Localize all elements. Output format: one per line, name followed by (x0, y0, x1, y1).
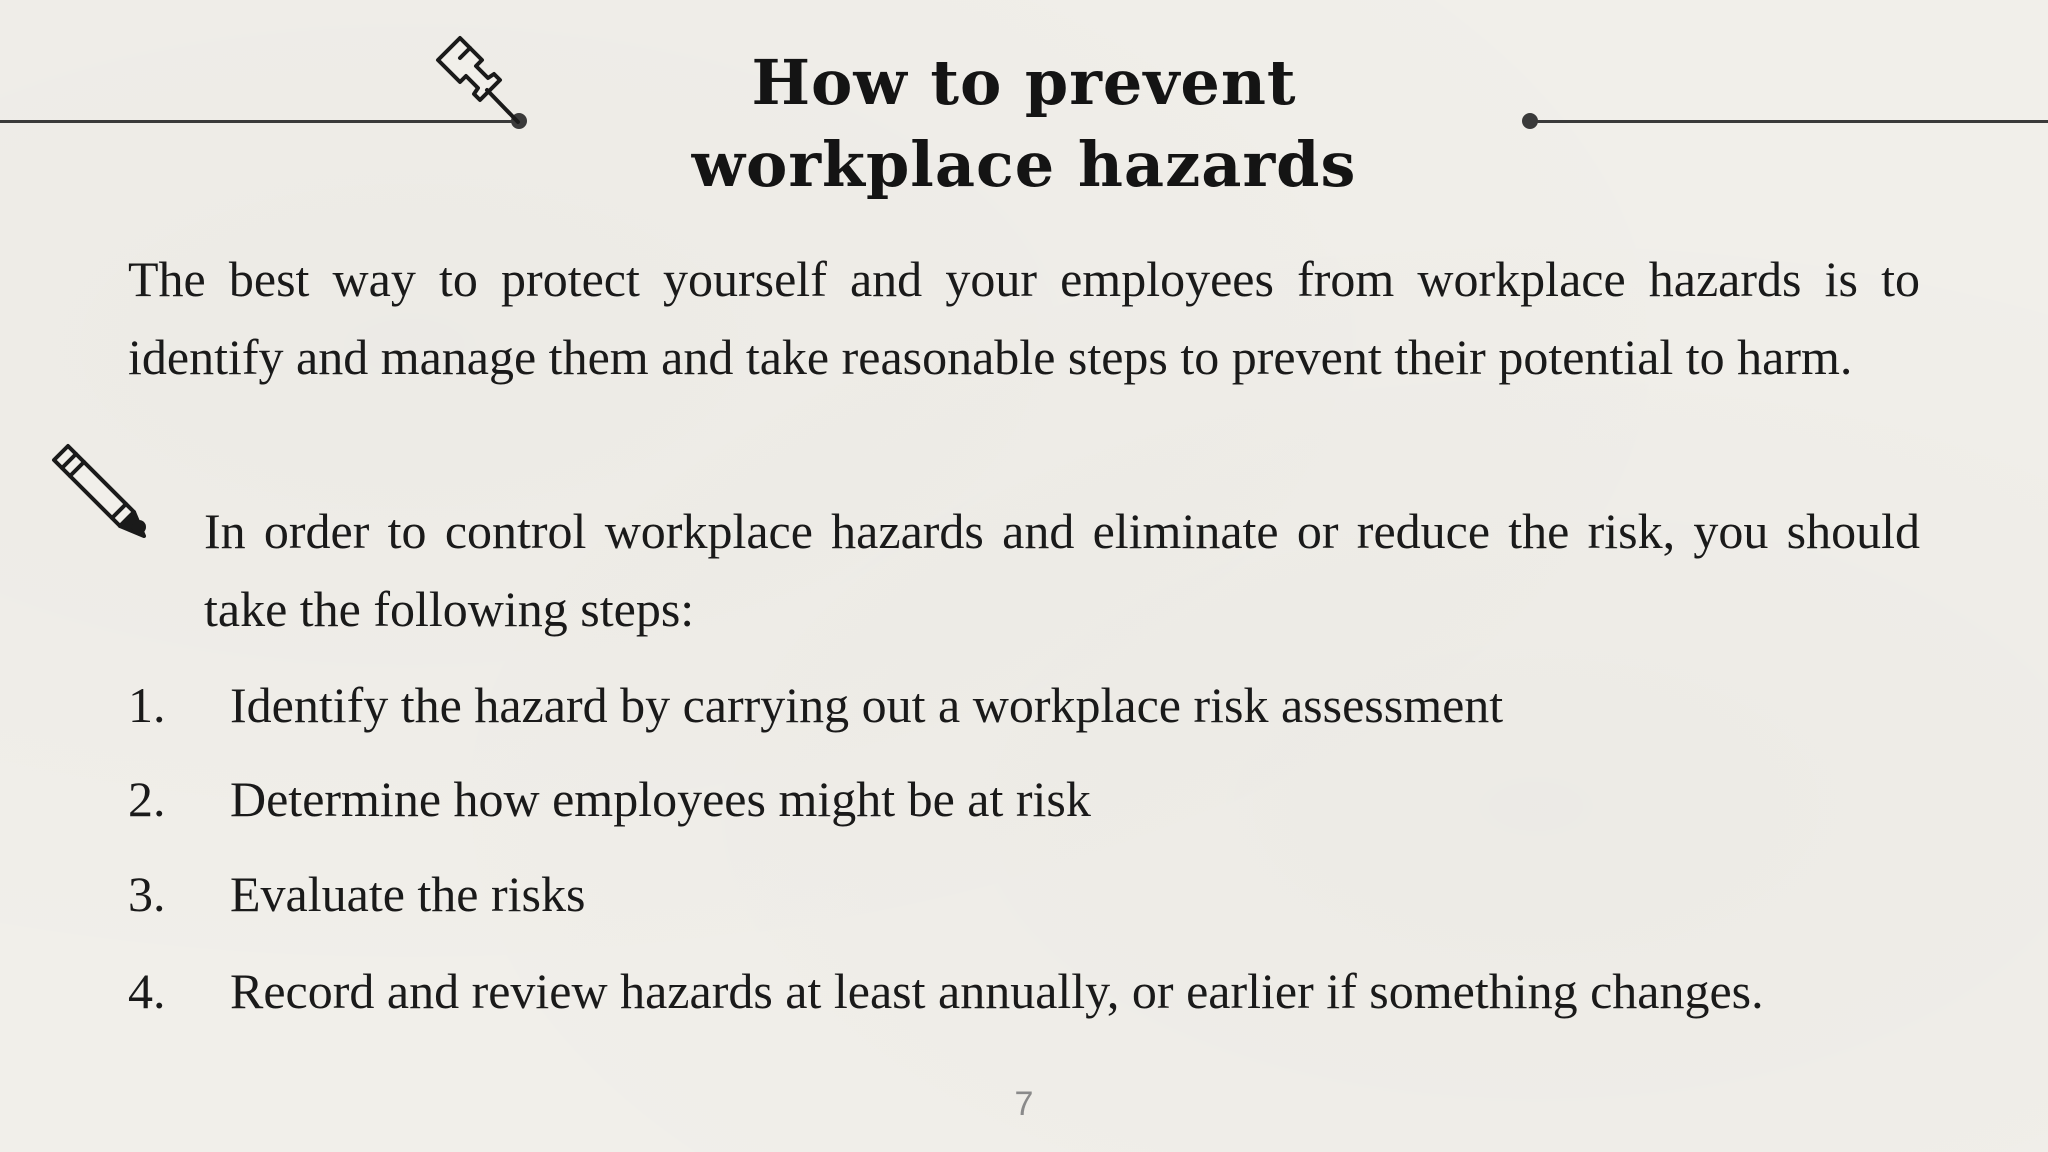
bullet-dot (132, 520, 146, 534)
page-title (0, 42, 2048, 206)
step-text: Evaluate the risks (230, 866, 586, 922)
step-number: 4. (128, 963, 166, 1019)
bullet-paragraph: In order to control workplace hazards and eliminate or reduce the risk, you should take the following steps: (204, 503, 1920, 637)
page-number: 7 (1014, 1085, 1034, 1123)
step-number: 3. (128, 866, 166, 922)
step-text: Record and review hazards at least annually, or earlier if something changes. (230, 963, 1764, 1019)
title-line-2: workplace hazards (691, 128, 1357, 201)
step-text: Determine how employees might be at risk (230, 771, 1091, 827)
step-number: 2. (128, 771, 166, 827)
step-number: 1. (128, 677, 166, 733)
intro-paragraph: The best way to protect yourself and your employees from workplace hazards is to identify and manage them and take reasonable steps to prevent their potential to harm. (128, 251, 1920, 385)
step-text: Identify the hazard by carrying out a workplace risk assessment (230, 677, 1504, 733)
title-line-1: How to prevent (751, 46, 1297, 119)
